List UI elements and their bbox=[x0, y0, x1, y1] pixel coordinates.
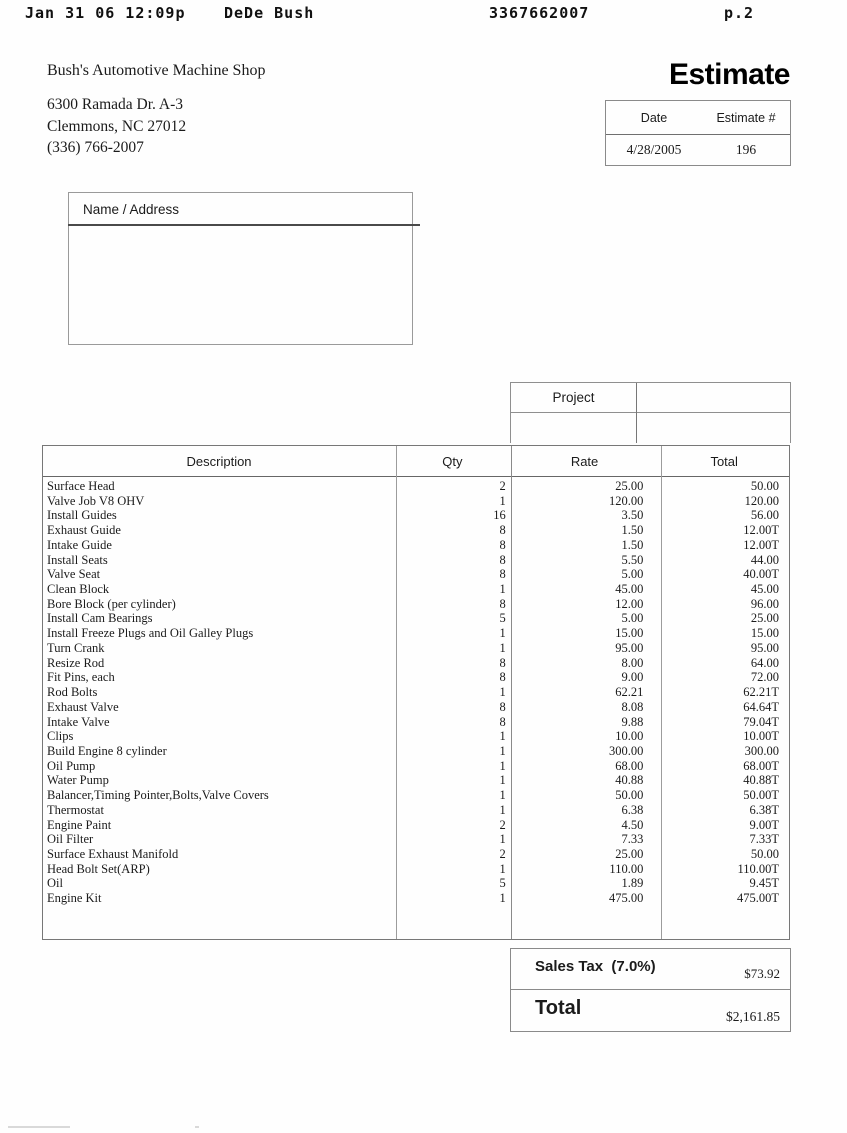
fax-number: 3367662007 bbox=[489, 4, 590, 22]
item-total: 64.64T bbox=[743, 699, 779, 714]
company-address-line1: 6300 Ramada Dr. A-3 bbox=[47, 96, 184, 113]
item-total: 12.00T bbox=[743, 523, 779, 538]
table-row bbox=[43, 773, 789, 788]
table-row bbox=[43, 523, 789, 538]
item-qty: 1 bbox=[499, 493, 506, 508]
item-total: 120.00 bbox=[744, 493, 779, 508]
fax-header bbox=[0, 4, 847, 24]
table-row bbox=[43, 759, 789, 774]
column-divider-qty-rate bbox=[511, 446, 512, 939]
item-total: 7.33T bbox=[749, 832, 779, 847]
item-description: Build Engine 8 cylinder bbox=[47, 743, 167, 758]
table-body bbox=[43, 479, 789, 906]
column-header-total: Total bbox=[710, 453, 738, 469]
item-total: 68.00T bbox=[743, 758, 779, 773]
column-divider-description-qty bbox=[396, 446, 397, 939]
name-address-divider bbox=[68, 224, 420, 226]
project-divider-horizontal bbox=[511, 412, 790, 413]
item-total: 56.00 bbox=[750, 508, 779, 523]
estimate-number-label: Estimate # bbox=[716, 110, 776, 125]
table-row bbox=[43, 862, 789, 877]
item-total: 6.38T bbox=[749, 802, 779, 817]
item-rate: 10.00 bbox=[615, 729, 644, 744]
item-total: 12.00T bbox=[743, 537, 779, 552]
item-rate: 7.33 bbox=[621, 832, 644, 847]
item-qty: 8 bbox=[499, 670, 506, 685]
item-total: 9.45T bbox=[749, 876, 779, 891]
item-rate: 475.00 bbox=[608, 891, 644, 906]
item-rate: 3.50 bbox=[621, 508, 644, 523]
item-rate: 25.00 bbox=[615, 846, 644, 861]
item-qty: 8 bbox=[499, 552, 506, 567]
item-total: 300.00 bbox=[744, 743, 779, 758]
item-rate: 8.00 bbox=[621, 655, 644, 670]
item-description: Install Cam Bearings bbox=[47, 611, 153, 626]
column-header-qty: Qty bbox=[442, 453, 463, 469]
item-description: Turn Crank bbox=[47, 640, 105, 655]
item-rate: 120.00 bbox=[608, 493, 644, 508]
item-qty: 1 bbox=[499, 773, 506, 788]
item-rate: 110.00 bbox=[609, 861, 644, 876]
table-row bbox=[43, 611, 789, 626]
item-rate: 9.88 bbox=[621, 714, 644, 729]
item-qty: 5 bbox=[499, 611, 506, 626]
item-qty: 1 bbox=[499, 832, 506, 847]
date-estimate-header-row bbox=[606, 101, 790, 135]
table-row bbox=[43, 803, 789, 818]
item-total: 45.00 bbox=[750, 582, 779, 597]
line-items-table bbox=[42, 445, 790, 940]
item-total: 62.21T bbox=[743, 685, 779, 700]
company-phone: (336) 766-2007 bbox=[47, 139, 144, 156]
name-address-label: Name / Address bbox=[83, 202, 180, 217]
item-description: Exhaust Guide bbox=[47, 523, 121, 538]
item-rate: 5.50 bbox=[621, 552, 644, 567]
item-description: Bore Block (per cylinder) bbox=[47, 596, 176, 611]
page-title: Estimate bbox=[668, 58, 790, 91]
item-description: Intake Guide bbox=[47, 537, 112, 552]
item-rate: 9.00 bbox=[621, 670, 644, 685]
item-description: Engine Kit bbox=[47, 891, 102, 906]
column-divider-rate-total bbox=[661, 446, 662, 939]
item-qty: 16 bbox=[493, 508, 506, 523]
item-total: 50.00 bbox=[750, 479, 779, 493]
item-qty: 1 bbox=[499, 802, 506, 817]
item-description: Valve Seat bbox=[47, 567, 101, 582]
table-row bbox=[43, 626, 789, 641]
item-total: 110.00T bbox=[737, 861, 779, 876]
item-qty: 8 bbox=[499, 714, 506, 729]
table-row bbox=[43, 567, 789, 582]
item-rate: 40.88 bbox=[615, 773, 644, 788]
table-row bbox=[43, 729, 789, 744]
item-total: 50.00 bbox=[750, 846, 779, 861]
table-row bbox=[43, 656, 789, 671]
item-rate: 5.00 bbox=[621, 567, 644, 582]
item-qty: 8 bbox=[499, 655, 506, 670]
item-rate: 4.50 bbox=[621, 817, 644, 832]
scan-artifact bbox=[195, 1126, 199, 1128]
company-address-line2: Clemmons, NC 27012 bbox=[47, 117, 187, 135]
date-estimate-value-row bbox=[606, 135, 790, 165]
item-total: 40.88T bbox=[743, 773, 779, 788]
item-rate: 1.50 bbox=[621, 537, 644, 552]
item-total: 475.00T bbox=[736, 891, 779, 906]
total-label: Total bbox=[535, 997, 582, 1019]
item-qty: 8 bbox=[499, 523, 506, 538]
item-qty: 2 bbox=[499, 479, 506, 493]
item-description: Oil Filter bbox=[47, 832, 94, 847]
item-total: 64.00 bbox=[750, 655, 779, 670]
sales-tax-label: Sales Tax (7.0%) bbox=[535, 958, 656, 975]
item-total: 79.04T bbox=[743, 714, 779, 729]
table-row bbox=[43, 832, 789, 847]
table-row bbox=[43, 818, 789, 833]
item-rate: 95.00 bbox=[615, 640, 644, 655]
item-rate: 15.00 bbox=[615, 626, 644, 641]
total-row bbox=[511, 990, 790, 1032]
item-rate: 5.00 bbox=[621, 611, 644, 626]
table-row bbox=[43, 641, 789, 656]
totals-box bbox=[510, 948, 791, 1032]
item-description: Install Guides bbox=[47, 508, 117, 523]
item-qty: 1 bbox=[499, 582, 506, 597]
item-qty: 1 bbox=[499, 626, 506, 641]
item-description: Exhaust Valve bbox=[47, 699, 119, 714]
table-row bbox=[43, 479, 789, 494]
item-description: Install Freeze Plugs and Oil Galley Plugs bbox=[47, 626, 254, 641]
item-description: Fit Pins, each bbox=[47, 670, 115, 685]
item-rate: 1.89 bbox=[621, 876, 644, 891]
item-qty: 8 bbox=[499, 567, 506, 582]
sales-tax-row bbox=[511, 949, 790, 989]
item-rate: 1.50 bbox=[621, 523, 644, 538]
table-row bbox=[43, 582, 789, 597]
fax-page-number: p.2 bbox=[724, 4, 755, 22]
item-description: Oil bbox=[47, 876, 63, 891]
item-qty: 1 bbox=[499, 788, 506, 803]
item-description: Water Pump bbox=[47, 773, 109, 788]
item-qty: 1 bbox=[499, 758, 506, 773]
item-total: 50.00T bbox=[743, 788, 779, 803]
company-address bbox=[47, 94, 186, 159]
table-row bbox=[43, 553, 789, 568]
item-qty: 2 bbox=[499, 846, 506, 861]
item-total: 40.00T bbox=[743, 567, 779, 582]
date-value: 4/28/2005 bbox=[626, 142, 682, 157]
item-qty: 1 bbox=[499, 743, 506, 758]
table-row bbox=[43, 876, 789, 891]
table-row bbox=[43, 670, 789, 685]
item-total: 9.00T bbox=[749, 817, 779, 832]
table-row bbox=[43, 744, 789, 759]
project-label: Project bbox=[552, 390, 595, 405]
scan-artifact bbox=[8, 1126, 70, 1128]
fax-timestamp: Jan 31 06 12:09p bbox=[25, 4, 186, 22]
item-qty: 8 bbox=[499, 699, 506, 714]
estimate-number-value: 196 bbox=[735, 142, 757, 157]
item-qty: 8 bbox=[499, 596, 506, 611]
company-name: Bush's Automotive Machine Shop bbox=[47, 62, 266, 79]
item-rate: 12.00 bbox=[615, 596, 644, 611]
table-row bbox=[43, 891, 789, 906]
item-description: Surface Head bbox=[47, 479, 115, 493]
item-qty: 1 bbox=[499, 891, 506, 906]
item-description: Resize Rod bbox=[47, 655, 105, 670]
total-amount: $2,161.85 bbox=[726, 1009, 780, 1024]
item-rate: 68.00 bbox=[615, 758, 644, 773]
item-qty: 1 bbox=[499, 685, 506, 700]
item-total: 95.00 bbox=[750, 640, 779, 655]
table-row bbox=[43, 700, 789, 715]
table-row bbox=[43, 847, 789, 862]
column-header-description: Description bbox=[186, 453, 252, 469]
item-rate: 300.00 bbox=[608, 743, 644, 758]
table-row bbox=[43, 715, 789, 730]
item-description: Thermostat bbox=[47, 802, 104, 817]
project-box bbox=[510, 382, 791, 443]
item-description: Engine Paint bbox=[47, 817, 112, 832]
item-description: Install Seats bbox=[47, 552, 108, 567]
item-rate: 8.08 bbox=[621, 699, 644, 714]
item-qty: 2 bbox=[499, 817, 506, 832]
column-header-rate: Rate bbox=[570, 453, 599, 469]
date-estimate-box bbox=[605, 100, 791, 166]
item-description: Intake Valve bbox=[47, 714, 110, 729]
item-description: Clean Block bbox=[47, 582, 110, 597]
item-total: 15.00 bbox=[750, 626, 779, 641]
table-row bbox=[43, 508, 789, 523]
table-row bbox=[43, 788, 789, 803]
item-description: Clips bbox=[47, 729, 74, 744]
item-rate: 50.00 bbox=[615, 788, 644, 803]
item-total: 25.00 bbox=[750, 611, 779, 626]
item-rate: 45.00 bbox=[615, 582, 644, 597]
item-qty: 1 bbox=[499, 640, 506, 655]
fax-sender: DeDe Bush bbox=[224, 4, 315, 22]
item-rate: 25.00 bbox=[615, 479, 644, 493]
item-description: Head Bolt Set(ARP) bbox=[47, 861, 150, 876]
table-row bbox=[43, 685, 789, 700]
item-description: Surface Exhaust Manifold bbox=[47, 846, 179, 861]
item-total: 72.00 bbox=[750, 670, 779, 685]
item-qty: 5 bbox=[499, 876, 506, 891]
item-rate: 62.21 bbox=[615, 685, 644, 700]
item-qty: 8 bbox=[499, 537, 506, 552]
item-total: 10.00T bbox=[743, 729, 779, 744]
item-description: Oil Pump bbox=[47, 758, 96, 773]
name-address-box bbox=[68, 192, 413, 345]
item-qty: 1 bbox=[499, 729, 506, 744]
item-description: Rod Bolts bbox=[47, 685, 98, 700]
item-total: 44.00 bbox=[750, 552, 779, 567]
item-rate: 6.38 bbox=[621, 802, 644, 817]
table-header-row bbox=[43, 446, 789, 477]
item-qty: 1 bbox=[499, 861, 506, 876]
project-divider-vertical bbox=[636, 383, 637, 443]
item-total: 96.00 bbox=[750, 596, 779, 611]
item-description: Valve Job V8 OHV bbox=[47, 493, 145, 508]
table-row bbox=[43, 494, 789, 509]
table-row bbox=[43, 538, 789, 553]
date-label: Date bbox=[640, 110, 668, 125]
sales-tax-amount: $73.92 bbox=[744, 966, 780, 981]
item-description: Balancer,Timing Pointer,Bolts,Valve Covers bbox=[47, 788, 269, 803]
table-row bbox=[43, 597, 789, 612]
